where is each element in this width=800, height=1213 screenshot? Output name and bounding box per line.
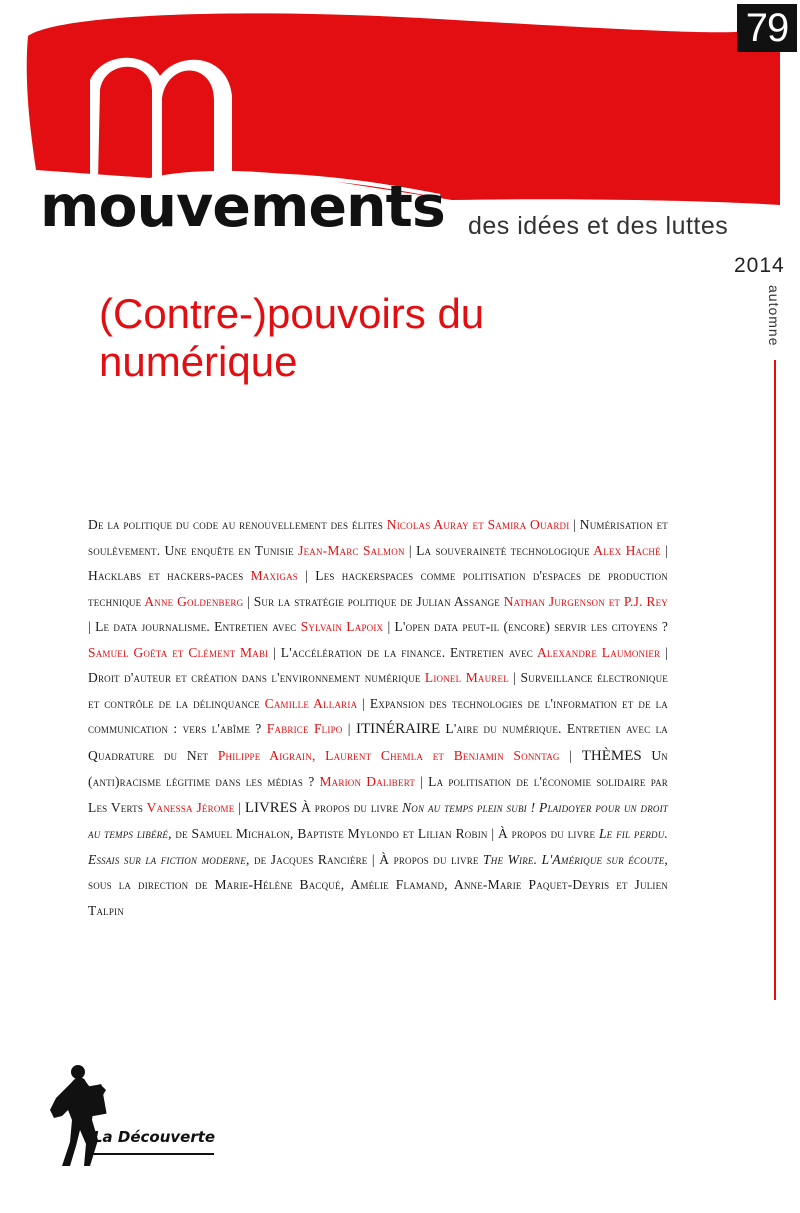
toc-book-title: The Wire. L'Amérique sur écoute — [483, 851, 665, 867]
toc-author: Camille Allaria — [264, 695, 358, 711]
toc-author: Nicolas Auray et Samira Ouardi — [386, 517, 570, 532]
issue-headline — [99, 290, 699, 386]
toc-section-heading: LIVRES — [244, 799, 298, 816]
toc-text: | — [234, 799, 245, 815]
publisher-underline — [86, 1153, 214, 1155]
toc-text: | L'open data peut-il (encore) servir les citoyens ? — [383, 619, 669, 634]
toc-text: | Surveillance électronique et contrôle de la délinquance — [88, 670, 668, 711]
toc-author: Philippe Aigrain, Laurent Chemla et Benjamin Sonntag — [217, 747, 560, 763]
toc-text: | Expansion des technologies de l'information et de la communication : vers l'abîme ? — [88, 695, 669, 736]
toc-text: | Hacklabs et hackers-paces — [88, 542, 668, 583]
toc-book-title: Non au temps plein subi ! Plaidoyer pour un droit au temps libéré — [88, 799, 668, 841]
headline-line-1: (Contre-)pouvoirs du — [99, 290, 485, 337]
issue-year: 2014 — [734, 254, 785, 277]
toc-text: | Sur la stratégie politique de Julian Assange — [243, 593, 504, 609]
toc-text: | — [342, 721, 356, 736]
toc-text: | La politisation de l'économie solidaire par Les Verts — [88, 774, 668, 815]
toc-text: | Le data journalisme. Entretien avec — [88, 619, 301, 634]
toc-text: De la politique du code au renouvellement des élites — [88, 517, 387, 532]
toc-text: , de Jacques Rancière | À propos du livre — [245, 851, 484, 867]
toc-text: , de Samuel Michalon, Baptiste Mylondo et Lilian Robin | À propos du livre — [168, 826, 599, 841]
vertical-divider — [774, 360, 776, 1000]
toc-section-heading: ITINÉRAIRE — [355, 721, 441, 737]
toc-author: Samuel Goëta et Clément Mabi — [88, 644, 269, 660]
toc-text: , sous la direction de Marie-Hélène Bacqué, Amélie Flamand, Anne-Marie Paquet-Deyris et Julien Talpin — [88, 851, 668, 918]
toc-author: Vanessa Jérome — [146, 799, 235, 815]
toc-author: Lionel Maurel — [424, 670, 509, 685]
magazine-subtitle: des idées et des luttes — [468, 212, 729, 240]
toc-book-title: Le fil perdu. Essais sur la fiction moderne — [88, 826, 668, 867]
toc-author: Nathan Jurgenson et P.J. Rey — [503, 593, 668, 609]
toc-text: À propos du livre — [297, 799, 403, 815]
toc-text: | — [559, 747, 582, 763]
toc-author: Sylvain Lapoix — [300, 619, 384, 634]
toc-text: | La souveraineté technologique — [404, 542, 594, 558]
toc-author: Marion Dalibert — [319, 774, 416, 789]
publisher-name: La Découverte — [93, 1128, 216, 1146]
issue-number: 79 — [737, 4, 797, 52]
toc-author: Anne Goldenberg — [144, 593, 244, 609]
toc-author: Alexandre Laumonier — [536, 644, 661, 660]
toc-author: Fabrice Flipo — [266, 721, 343, 736]
toc-text: | Droit d'auteur et création dans l'environnement numérique — [88, 644, 668, 685]
toc-author: Alex Haché — [593, 542, 661, 558]
toc-text: | L'accélération de la finance. Entretien avec — [268, 644, 537, 660]
toc-text: | Numérisation et soulèvement. Une enquête en Tunisie — [88, 517, 668, 558]
toc-section-heading: THÈMES — [581, 747, 642, 764]
headline-line-2: numérique — [99, 338, 298, 385]
toc-text: | Les hackerspaces comme politisation d'espaces de production technique — [88, 568, 669, 609]
season-label: automne — [766, 285, 782, 347]
toc-author: Jean-Marc Salmon — [298, 542, 405, 558]
magazine-title: mouvements — [40, 174, 445, 240]
issue-season — [764, 285, 786, 355]
toc-author: Maxigas — [250, 568, 298, 583]
toc-text: Un (anti)racisme légitime dans les médias ? — [88, 747, 668, 789]
table-of-contents — [88, 512, 668, 923]
toc-text: L'aire du numérique. Entretien avec la Quadrature du Net — [88, 721, 668, 763]
